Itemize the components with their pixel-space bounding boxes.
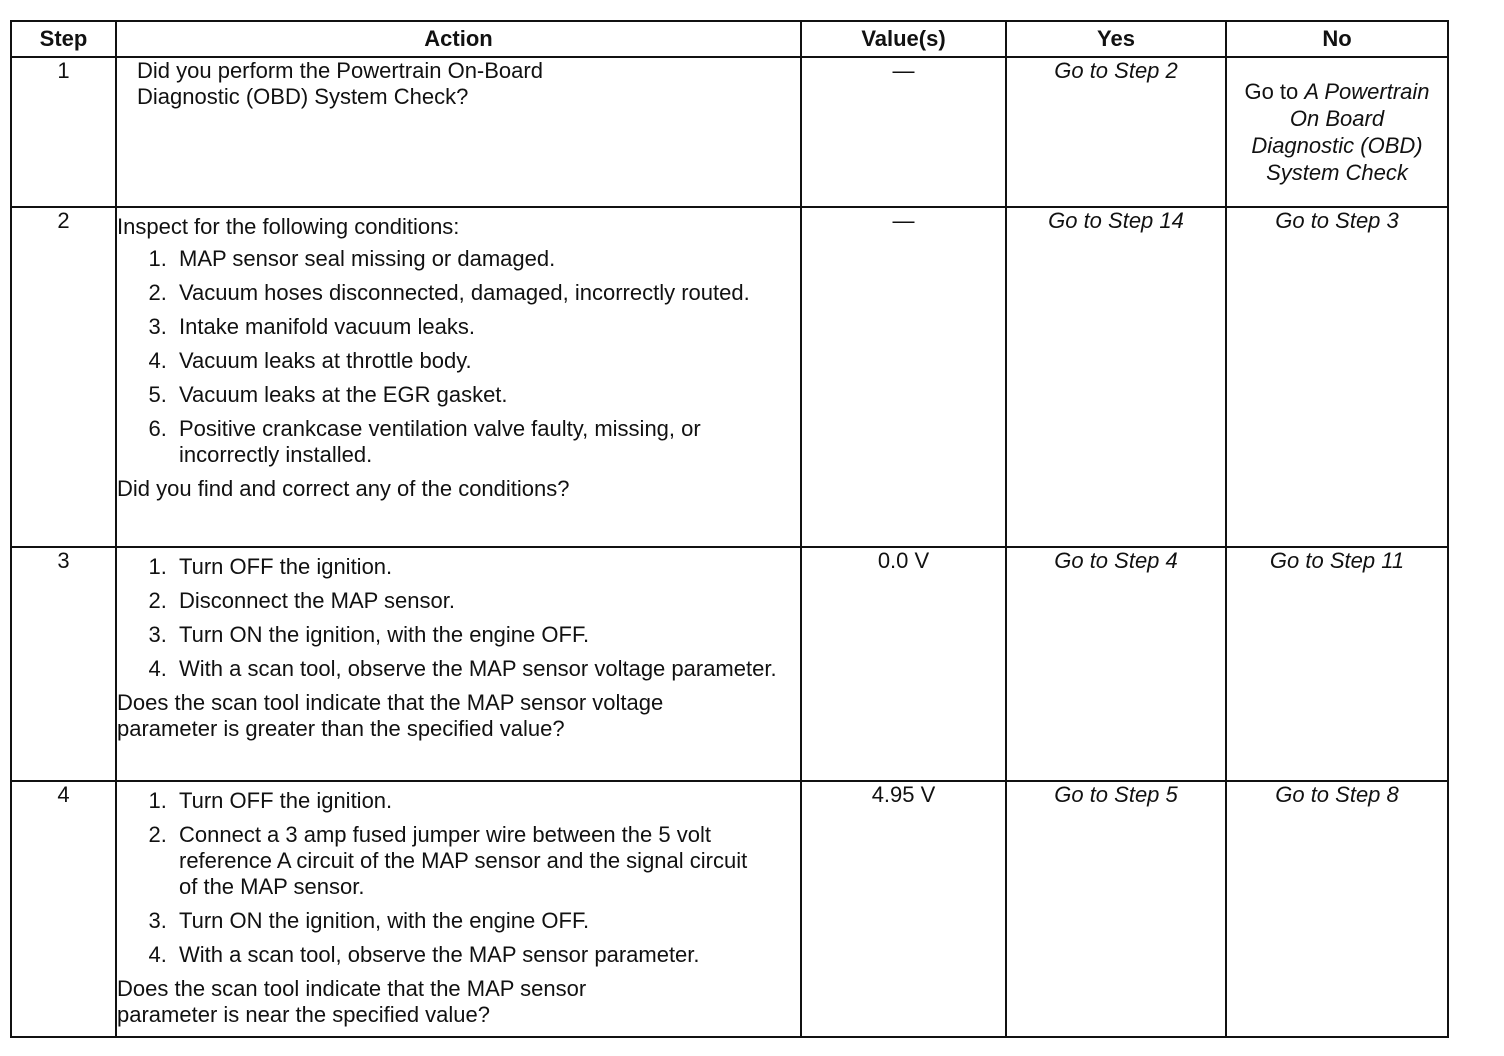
action-list	[117, 554, 800, 682]
step-number: 2	[11, 207, 116, 547]
no-goto-link[interactable]: A Powertrain On Board Diagnostic (OBD) System Check	[1251, 79, 1430, 185]
list-item: 3. Turn ON the ignition, with the engine OFF.	[173, 622, 800, 648]
action-question: Does the scan tool indicate that the MAP sensor voltage parameter is greater than the specified value?	[117, 690, 664, 741]
action-intro: Inspect for the following conditions:	[117, 214, 460, 239]
header-yes: Yes	[1006, 21, 1226, 57]
list-item: 3. Intake manifold vacuum leaks.	[173, 314, 800, 340]
list-item: 4. Vacuum leaks at throttle body.	[173, 348, 800, 374]
action-cell	[116, 57, 801, 207]
header-no: No	[1226, 21, 1448, 57]
action-list	[117, 246, 800, 468]
yes-goto[interactable]: Go to Step 2	[1006, 57, 1226, 207]
action-question: Did you find and correct any of the conditions?	[117, 476, 570, 501]
value-cell: 4.95 V	[801, 781, 1006, 1037]
list-item: 1. Turn OFF the ignition.	[173, 788, 800, 814]
list-item: 2. Vacuum hoses disconnected, damaged, incorrectly routed.	[173, 280, 800, 306]
action-cell	[116, 781, 801, 1037]
header-values: Value(s)	[801, 21, 1006, 57]
header-step: Step	[11, 21, 116, 57]
no-goto[interactable]: Go to Step 8	[1226, 781, 1448, 1037]
list-item: 3. Turn ON the ignition, with the engine OFF.	[173, 908, 800, 934]
action-question: Does the scan tool indicate that the MAP sensor parameter is near the specified value?	[117, 976, 587, 1027]
header-row	[11, 21, 1448, 57]
step-number: 4	[11, 781, 116, 1037]
action-list	[117, 788, 800, 968]
list-item: 4. With a scan tool, observe the MAP sensor parameter.	[173, 942, 800, 968]
diagnostic-table	[10, 20, 1449, 1038]
list-item: 5. Vacuum leaks at the EGR gasket.	[173, 382, 800, 408]
list-item: 1. MAP sensor seal missing or damaged.	[173, 246, 800, 272]
action-intro: Did you perform the Powertrain On-Board Diagnostic (OBD) System Check?	[137, 58, 543, 109]
table-row	[11, 207, 1448, 547]
list-item: 6. Positive crankcase ventilation valve faulty, missing, or incorrectly installed.	[173, 416, 800, 468]
yes-goto[interactable]: Go to Step 4	[1006, 547, 1226, 781]
list-item: 1. Turn OFF the ignition.	[173, 554, 800, 580]
step-number: 1	[11, 57, 116, 207]
value-cell: 0.0 V	[801, 547, 1006, 781]
list-item: 2. Connect a 3 amp fused jumper wire between the 5 volt reference A circuit of the MAP sensor and the signal circuit of the MAP sensor.	[173, 822, 769, 900]
action-cell	[116, 207, 801, 547]
action-cell	[116, 547, 801, 781]
no-goto[interactable]: Go to Step 3	[1226, 207, 1448, 547]
value-cell: —	[801, 57, 1006, 207]
list-item: 4. With a scan tool, observe the MAP sensor voltage parameter.	[173, 656, 800, 682]
no-goto[interactable]	[1226, 57, 1448, 207]
no-goto[interactable]: Go to Step 11	[1226, 547, 1448, 781]
header-action: Action	[116, 21, 801, 57]
step-number: 3	[11, 547, 116, 781]
table-row	[11, 57, 1448, 207]
list-item: 2. Disconnect the MAP sensor.	[173, 588, 800, 614]
yes-goto[interactable]: Go to Step 5	[1006, 781, 1226, 1037]
table-row	[11, 781, 1448, 1037]
value-cell: —	[801, 207, 1006, 547]
no-goto-prefix: Go to	[1244, 79, 1305, 104]
table-row	[11, 547, 1448, 781]
yes-goto[interactable]: Go to Step 14	[1006, 207, 1226, 547]
